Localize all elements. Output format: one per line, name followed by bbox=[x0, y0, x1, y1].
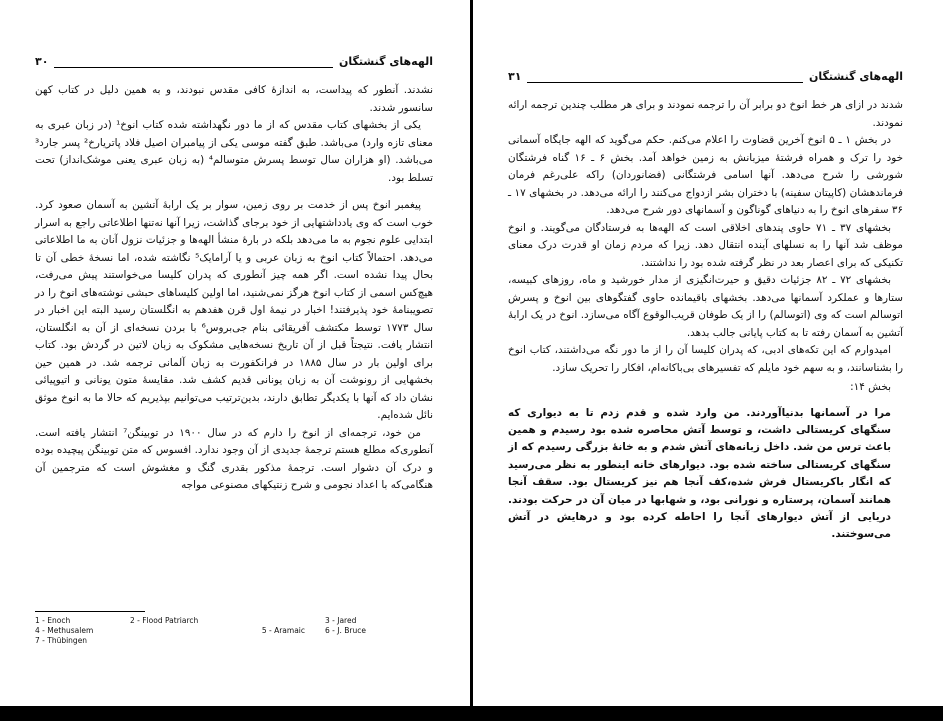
right-body-text bbox=[508, 97, 903, 544]
section-label: بخش ۱۴: bbox=[850, 381, 891, 393]
footnote-item: 6 - J. Bruce bbox=[325, 626, 366, 635]
right-page-number: ۳۱ bbox=[508, 70, 522, 83]
paragraph: یکی از بخشهای کتاب مقدس که از ما دور نگهداشته شده کتاب انوخ¹ (در زبان عبری به معنای تازه وارد) می‌باشد. طبق گفته موسی یکی از پیامبران اصیل فلاد پاتریارخ² پسر جارد³ می‌باشد. (او هزاران سال توسط پسرش متوسالم⁴ (به زبان عبری یعنی موشک‌انداز) تحت تسلط بود. bbox=[35, 119, 433, 184]
left-page-number: ۳۰ bbox=[35, 55, 49, 68]
footnote-item: 3 - Jared bbox=[325, 616, 357, 625]
left-body-text bbox=[35, 82, 433, 495]
footnote-item: 5 - Aramaic bbox=[261, 626, 305, 635]
footnote-item: 7 - Thübingen bbox=[35, 636, 88, 645]
paragraph: پیغمبر انوخ پس از خدمت بر روی زمین، سوار بر یک ارابهٔ آتشین به آسمان صعود کرد. خوب است که وی یادداشتهایی از خود برجای گذاشت، زیرا آنها نه‌تنها اطلاعاتی راجع به اسرار ابتدایی علوم نجوم به ما می‌دهد بلکه در بارهٔ منشأ الهه‌ها و جزئیات نزول آنان به ما اطلاعاتی می‌دهد. احتمالاً کتاب انوخ به زبان عربی و یا آرامایک⁵ نگاشته شده، اما نسخهٔ خطی آن تا بحال پیدا نشده است. اگر همه چیز آنطوری که پدران کلیسا می‌خواستند پیش می‌رفت، هیچ‌کس اسمی از کتاب انوخ هرگز نمی‌شنید، اما اولین کلیساهای حبشی نوشته‌های انوخ را در تصویبنامهٔ خود پذیرفتند! اخبار در نیمهٔ اول قرن هفدهم به انگلستان رسید البته این اخبار در سال ۱۷۷۳ توسط مکتشف آفریقائی بنام جی‌بروس⁶ با بردن نسخه‌ای از آن به انگلستان، انتشار یافت. نتیجتاً قبل از آن تاریخ نسخه‌هایی مشکوک به زبان لاتین در گردش بود. کتاب برای اولین بار در سال ۱۸۸۵ در فرانکفورت به زبان آلمانی ترجمه شد. در همین حین بخشهایی از رونوشت آن به زبان یونانی قدیم کشف شد. مقایسهٔ متون یونانی و اتیوپیائی نشان داد که آنها با یکدیگر تطابق دارند، بدین‌ترتیب می‌توانیم بپذیریم که حالا ما به انوخ موثق نائل شده‌ایم. bbox=[35, 199, 434, 421]
footnote-item: 4 - Methusalem bbox=[35, 626, 94, 635]
paragraph: شدند در ازای هر خط انوخ دو برابر آن را ترجمه نمودند و برای هر مطلب چندین ترجمه ارائه نمودند. bbox=[508, 99, 903, 129]
footnote-row bbox=[35, 616, 433, 626]
footnote-item: 2 - Flood Patriarch bbox=[130, 616, 199, 625]
footnotes bbox=[35, 611, 433, 646]
paragraph: من خود، ترجمه‌ای از انوخ را دارم که در سال ۱۹۰۰ در توبینگن⁷ انتشار یافته است. آنطوری‌که مطلع هستم ترجمهٔ جدیدی از آن وجود ندارد. افسوس که متن توبینگن پیچیده بوده و درک آن دشوار است. ترجمهٔ مذکور بقدری گنگ و مغشوش است که مترجمین آن هنگامی‌که با اعداد نجومی و شرح زنتیکهای مصنوعی مواجه bbox=[35, 426, 433, 491]
quoted-passage: مرا در آسمانها بدنیاآوردند. من وارد شده و قدم زدم تا به دیواری که سنگهای کریستالی داشت، و توسط آتش محاصره شده بود رسیدم و همین باعث ترس من شد. داخل زبانه‌های آتش شدم و به خانهٔ بزرگی رسیدم که از سنگهای کریستالی ساخته شده بود. دیوارهای خانه اینطور به نظر می‌رسید که انگار باکریستال فرش شده،کف آنجا هم نیز کریستال بود. سقف آنجا همانند آسمان، پرستاره و نورانی بود، و شهابها در میان آن در حرکت بودند. دریایی از آتش دیوارهای آنجا را احاطه کرده بود و درهایش در آتش می‌سوختند. bbox=[508, 406, 891, 541]
paragraph: امیدوارم که این تکه‌های ادبی، که پدران کلیسا آن را از ما دور نگه می‌داشتند، کتاب انوخ را بشناسانند، و به سهم خود مایلم که تفسیرهای بی‌باکانه‌ام، افکار را تحریک سازد. bbox=[508, 344, 903, 374]
left-running-title: الهه‌های گنشتگان bbox=[339, 55, 433, 68]
right-page bbox=[474, 0, 943, 706]
paragraph: بخشهای ۷۲ ـ ۸۲ جزئیات دقیق و حیرت‌انگیزی از مدار خورشید و ماه، روزهای کبیسه، ستارها و عملکرد آسمانها می‌دهد. بخشهای باقیمانده حاوی گفتگوهای بین انوخ و پسرش اتوسالم است که وی (اتوسالم) را از یک طوفان قریب‌الوقوع آگاه می‌سازد. انوخ در یک ارابهٔ آتشین به آسمان رفته تا به کتاب پایانی جالب بدهد. bbox=[508, 274, 903, 339]
footnote-row bbox=[35, 626, 433, 636]
header-rule bbox=[527, 75, 803, 83]
footnote-row bbox=[35, 636, 433, 646]
left-page-header bbox=[35, 54, 433, 68]
scan-bottom-edge bbox=[0, 706, 943, 721]
paragraph: نشدند. آنطور که پیداست، به اندازهٔ کافی مقدس نبودند، و به همین دلیل در کتاب کهن سانسور شدند. bbox=[35, 84, 433, 114]
book-spine bbox=[470, 0, 473, 721]
paragraph: بخشهای ۳۷ ـ ۷۱ حاوی پندهای اخلاقی است که الهه‌ها به فرستادگان می‌گویند. و انوخ موظف شد آنها را به نسلهای آینده انتقال دهد. زیرا که مردم زمان او قدرت درک معنای تکنیکی که برای اعصار بعد در نظر گرفته شده بود را نداشتند. bbox=[508, 221, 903, 269]
left-page bbox=[0, 0, 470, 706]
footnote-item: 1 - Enoch bbox=[35, 616, 71, 625]
header-rule bbox=[54, 60, 333, 68]
footnote-rule bbox=[35, 611, 145, 612]
paragraph: در بخش ۱ ـ ۵ انوخ آخرین قضاوت را اعلام می‌کنم. حکم می‌گوید که الهه جایگاه آسمانی خود را ترک و همراه فرشتهٔ میزبانش به زمین خواهد آمد. بخش ۶ ـ ۱۶ گناه فرشتگان شورشی را شرح می‌دهد. آنها اسامی فرشتگانی (فضانوردان) راکه علی‌رغم فرمان فرماندهشان (کاپیتان سفینه) با دختران بشر ازدواج می‌کنند را ارائه می‌دهد. در بخشهای ۱۷ ـ ۳۶ سفرهای انوخ را به دنیاهای گوناگون و آسمانهای دور شرح می‌دهد. bbox=[508, 134, 903, 216]
right-running-title: الهه‌های گنشتگان bbox=[809, 70, 903, 83]
right-page-header bbox=[508, 69, 903, 83]
